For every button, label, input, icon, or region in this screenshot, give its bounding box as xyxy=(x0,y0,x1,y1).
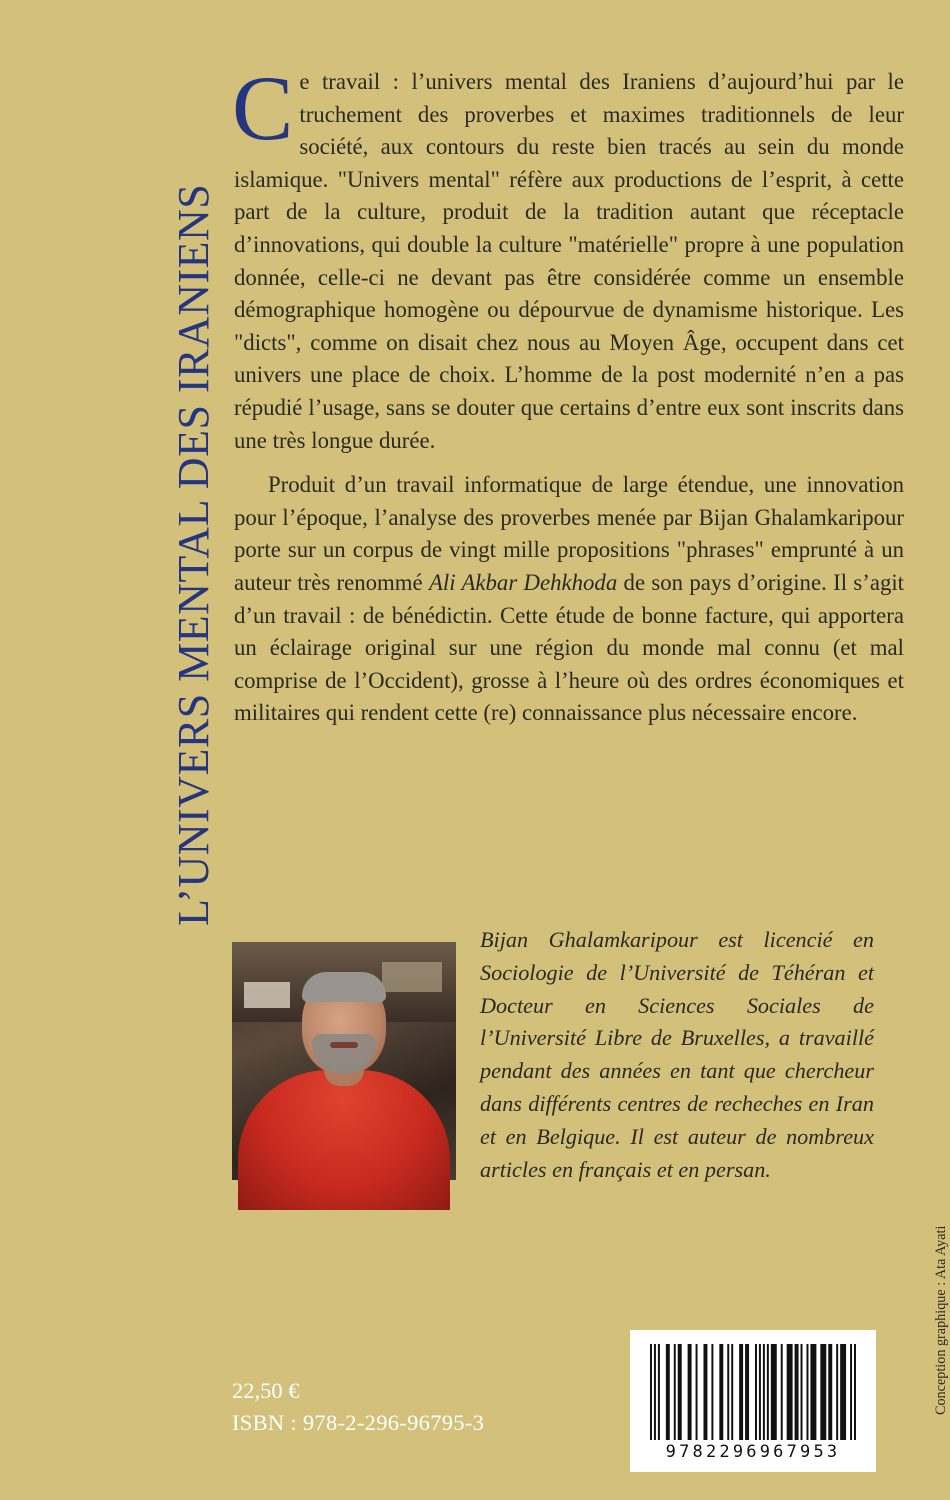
barcode-bar xyxy=(806,1344,808,1440)
summary-text xyxy=(232,57,905,730)
barcode-bar xyxy=(810,1344,816,1440)
barcode-bar xyxy=(688,1344,692,1440)
summary-author-reference: Ali Akbar Dehkhoda xyxy=(428,569,618,595)
barcode-bar xyxy=(836,1344,838,1440)
author-photo xyxy=(232,942,456,1180)
barcode-bar xyxy=(654,1344,656,1440)
barcode-bar xyxy=(703,1344,707,1440)
summary-paragraph-2-start: Produit d’un travail informatique de large étendue, une innovation pour l’époque, l’analyse des proverbes menée par Bijan Ghalamkaripour porte sur un corpus de vingt mille propositions "phrases" emprunté à un auteur très renommé xyxy=(234,472,904,595)
barcode-bar xyxy=(828,1344,832,1440)
barcode-bar xyxy=(767,1344,769,1440)
barcode-bar xyxy=(759,1344,761,1440)
barcode-bar xyxy=(771,1344,777,1440)
spine-title: L’UNIVERS MENTAL DES IRANIENS xyxy=(169,183,218,926)
barcode-bar xyxy=(719,1344,723,1440)
barcode-bar xyxy=(650,1344,652,1440)
isbn: ISBN : 978-2-296-96795-3 xyxy=(232,1410,485,1435)
barcode-bar xyxy=(854,1344,856,1440)
barcode-bar xyxy=(727,1344,729,1440)
barcode-bar xyxy=(763,1344,765,1440)
summary-paragraph-1-text: e travail : l’univers mental des Iraniens d’aujourd’hui par le truchement des proverbes et maximes traditionnels de leur société, aux contours du reste bien tracés au sein du monde islamique. "Univers mental" réfère aux productions de l’esprit, à cette part de la culture, produit de la tradition autant que réceptacle d’innovations, qui double la culture "matérielle" propre à une population donnée, celle-ci ne devant pas être considérée comme un ensemble démographique homogène ou dépourvue de dynamisme historique. Les "dicts", comme on disait chez nous au Moyen Âge, occupent dans cet univers une place de choix. L’homme de la post modernité n’en a pas répudié l’usage, sans se douter que certains d’entre eux sont inscrits dans une très longue durée. xyxy=(234,69,904,453)
barcode-bar xyxy=(674,1344,676,1440)
barcode-bar xyxy=(801,1344,803,1440)
barcode-bar xyxy=(781,1344,783,1440)
price: 22,50 € xyxy=(232,1378,300,1403)
barcode-bar xyxy=(850,1344,852,1440)
barcode-bar xyxy=(666,1344,670,1440)
barcode-bar xyxy=(745,1344,749,1440)
drop-cap: C xyxy=(232,57,294,159)
barcode xyxy=(630,1330,876,1472)
barcode-bar xyxy=(787,1344,793,1440)
barcode-bar xyxy=(739,1344,743,1440)
barcode-number: 9782296967953 xyxy=(665,1442,841,1462)
barcode-bar xyxy=(678,1344,682,1440)
author-bio-text: Bijan Ghalamkaripour est licencié en Sociologie de l’Université de Téhéran et Docteur en Sciences Sociales de l’Université Libre de Bruxelles, a travaillé pendant des années en tant que chercheur dans différents centres de recheches en Iran et en Belgique. Il est auteur de nombreux articles en français et en persan. xyxy=(480,927,874,1182)
barcode-bar xyxy=(795,1344,799,1440)
barcode-bar xyxy=(731,1344,733,1440)
summary-paragraph-2-end: de son pays d’origine. Il s’agit d’un travail : de bénédictin. Cette étude de bonne facture, qui apportera un éclairage original sur une région du monde mal connu (et mal comprise de l’Occident), grosse à l’heure où des ordres économiques et militaires qui rendent cette (re) connaissance plus nécessaire encore. xyxy=(234,569,905,726)
summary-paragraph-2 xyxy=(234,469,904,730)
author-bio xyxy=(480,924,874,1186)
design-credit: Conception graphique : Ata Ayati xyxy=(933,1225,949,1415)
summary-paragraph-1 xyxy=(232,57,904,457)
barcode-bar xyxy=(711,1344,713,1440)
barcode-bar xyxy=(755,1344,757,1440)
barcode-bar xyxy=(840,1344,846,1440)
barcode-bar xyxy=(658,1344,660,1440)
barcode-bar xyxy=(820,1344,826,1440)
barcode-bar xyxy=(696,1344,698,1440)
